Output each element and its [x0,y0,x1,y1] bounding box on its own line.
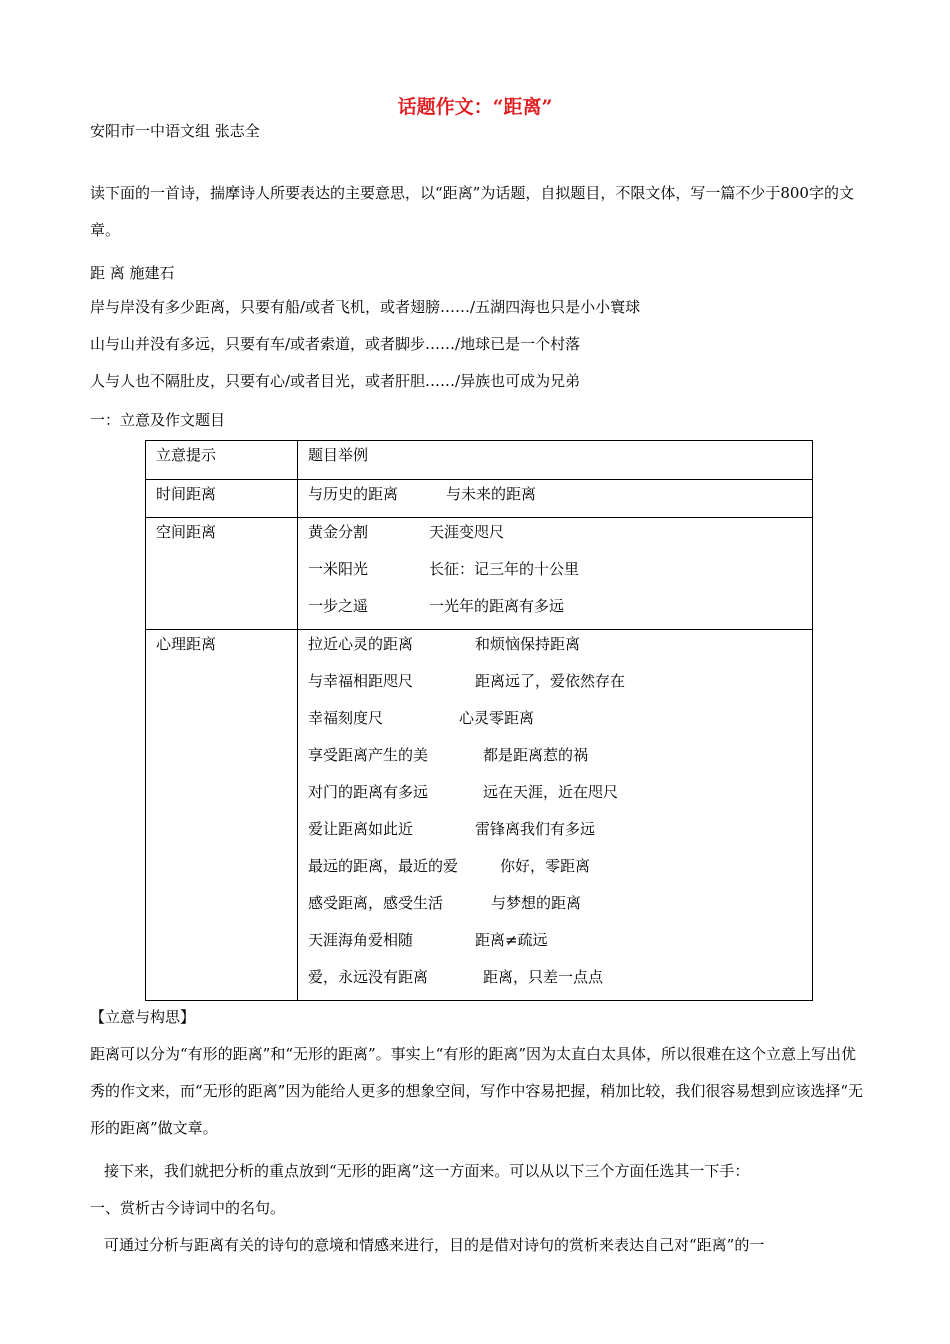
section-heading: 一：立意及作文题目 [90,411,226,429]
poem-line: 人与人也不隔肚皮，只要有心/或者目光，或者肝胆……/异族也可成为兄弟 [90,372,581,390]
poem-title: 距 离 施建石 [90,264,175,282]
document-title: 话题作文：“距离” [397,96,553,118]
table-row [146,480,813,518]
section-heading: 【立意与构思】 [90,1008,196,1026]
body-paragraph: 可通过分析与距离有关的诗句的意境和情感来进行，目的是借对诗句的赏析来表达自己对“距离”的一 [104,1236,765,1254]
example-line: 幸福刻度尺 心灵零距离 [308,709,535,727]
table-header-cell: 立意提示 [146,441,298,480]
topic-table [145,440,813,1001]
example-line: 与历史的距离 与未来的距离 [308,485,537,503]
table-header-row [146,441,813,480]
table-header-cell: 题目举例 [298,441,813,480]
example-line: 天涯海角爱相随 距离≠疏远 [308,931,548,949]
table-row [146,518,813,630]
example-line: 感受距离，感受生活 与梦想的距离 [308,894,582,912]
example-line: 与幸福相距咫尺 距离远了，爱依然存在 [308,672,626,690]
category-cell: 心理距离 [146,630,298,1001]
example-line: 拉近心灵的距离 和烦恼保持距离 [308,635,581,653]
poem-line: 岸与岸没有多少距离，只要有船/或者飞机，或者翅膀……/五湖四海也只是小小寰球 [90,298,641,316]
example-line: 爱，永远没有距离 距离，只差一点点 [308,968,604,986]
body-paragraph: 接下来，我们就把分析的重点放到“无形的距离”这一方面来。可以从以下三个方面任选其一下手： [104,1162,750,1180]
table-row [146,630,813,1001]
author-line: 安阳市一中语文组 张志全 [90,122,260,140]
example-line: 一步之遥 一光年的距离有多远 [308,597,565,615]
example-line: 爱让距离如此近 雷锋离我们有多远 [308,820,596,838]
example-line: 对门的距离有多远 远在天涯，近在咫尺 [308,783,619,801]
example-line: 一米阳光 长征：记三年的十公里 [308,560,580,578]
subheading: 一、赏析古今诗词中的名句。 [90,1199,286,1217]
examples-cell [298,630,813,1001]
example-line: 最远的距离，最近的爱 你好，零距离 [308,857,591,875]
example-line: 黄金分割 天涯变咫尺 [308,523,505,541]
example-line: 享受距离产生的美 都是距离惹的祸 [308,746,589,764]
category-cell: 空间距离 [146,518,298,630]
examples-cell [298,518,813,630]
prompt-paragraph: 读下面的一首诗，揣摩诗人所要表达的主要意思，以“距离”为话题，自拟题目，不限文体，写一篇不少于800字的文章。 [90,184,854,239]
body-paragraph: 距离可以分为“有形的距离”和“无形的距离”。事实上“有形的距离”因为太直白太具体，所以很难在这个立意上写出优秀的作文来，而“无形的距离”因为能给人更多的想象空间，写作中容易把握，稍加比较，我们很容易想到应该选择“无形的距离”做文章。 [90,1045,864,1137]
category-cell: 时间距离 [146,480,298,518]
poem-line: 山与山并没有多远，只要有车/或者索道，或者脚步……/地球已是一个村落 [90,335,581,353]
examples-cell [298,480,813,518]
